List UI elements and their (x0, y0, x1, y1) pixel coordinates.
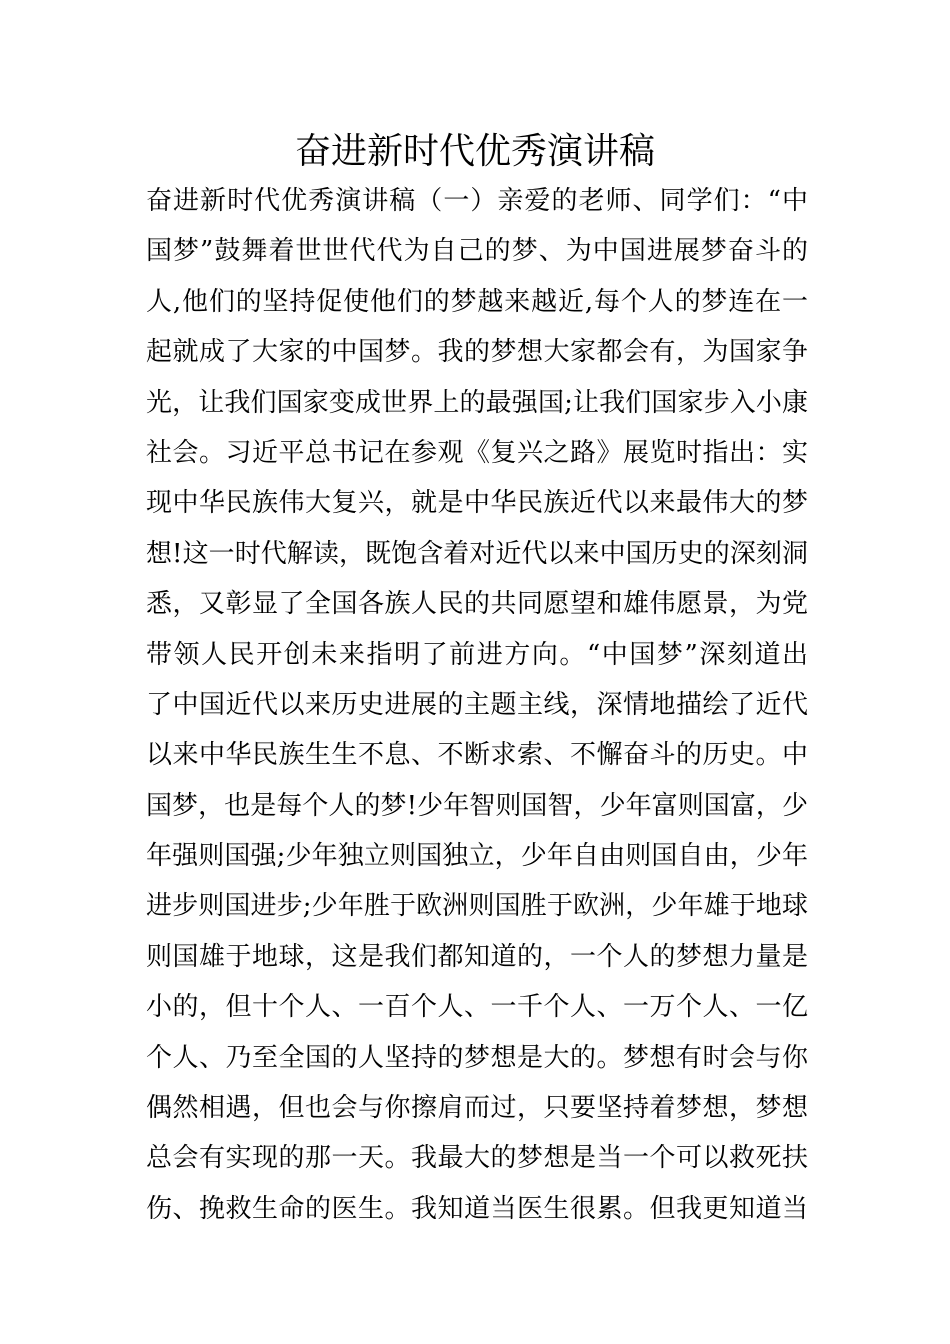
body-line: 进步则国进步;少年胜于欧洲则国胜于欧洲，少年雄于地球 (146, 891, 808, 922)
body-line: 起就成了大家的中国梦。我的梦想大家都会有，为国家争 (146, 337, 808, 368)
body-line: 偶然相遇，但也会与你擦肩而过，只要坚持着梦想，梦想 (146, 1093, 808, 1124)
document-body (146, 176, 808, 1234)
body-line: 则国雄于地球，这是我们都知道的，一个人的梦想力量是 (146, 941, 808, 972)
body-line: 现中华民族伟大复兴，就是中华民族近代以来最伟大的梦 (146, 488, 808, 519)
body-line: 了中国近代以来历史进展的主题主线，深情地描绘了近代 (146, 689, 808, 720)
body-line: 小的，但十个人、一百个人、一千个人、一万个人、一亿 (146, 992, 808, 1023)
body-line: 想!这一时代解读，既饱含着对近代以来中国历史的深刻洞 (146, 538, 808, 569)
body-line: 总会有实现的那一天。我最大的梦想是当一个可以救死扶 (146, 1143, 808, 1174)
body-line: 以来中华民族生生不息、不断求索、不懈奋斗的历史。中 (146, 740, 808, 771)
document-title: 奋进新时代优秀演讲稿 (294, 131, 655, 172)
body-line: 年强则国强;少年独立则国独立，少年自由则国自由，少年 (146, 841, 808, 872)
body-line: 带领人民开创未来指明了前进方向。“中国梦”深刻道出 (146, 639, 808, 670)
body-line: 个人、乃至全国的人坚持的梦想是大的。梦想有时会与你 (146, 1042, 808, 1073)
body-line: 光，让我们国家变成世界上的最强国;让我们国家步入小康 (146, 387, 808, 418)
body-line: 悉，又彰显了全国各族人民的共同愿望和雄伟愿景，为党 (146, 589, 808, 620)
body-line: 人,他们的坚持促使他们的梦越来越近,每个人的梦连在一 (146, 286, 808, 317)
body-line: 社会。习近平总书记在参观《复兴之路》展览时指出：实 (146, 437, 808, 468)
body-line: 伤、挽救生命的医生。我知道当医生很累。但我更知道当 (146, 1193, 808, 1224)
body-line: 国梦”鼓舞着世世代代为自己的梦、为中国进展梦奋斗的 (146, 236, 808, 267)
body-line: 国梦，也是每个人的梦!少年智则国智，少年富则国富，少 (146, 790, 808, 821)
body-line: 奋进新时代优秀演讲稿（一）亲爱的老师、同学们：“中 (146, 186, 808, 216)
